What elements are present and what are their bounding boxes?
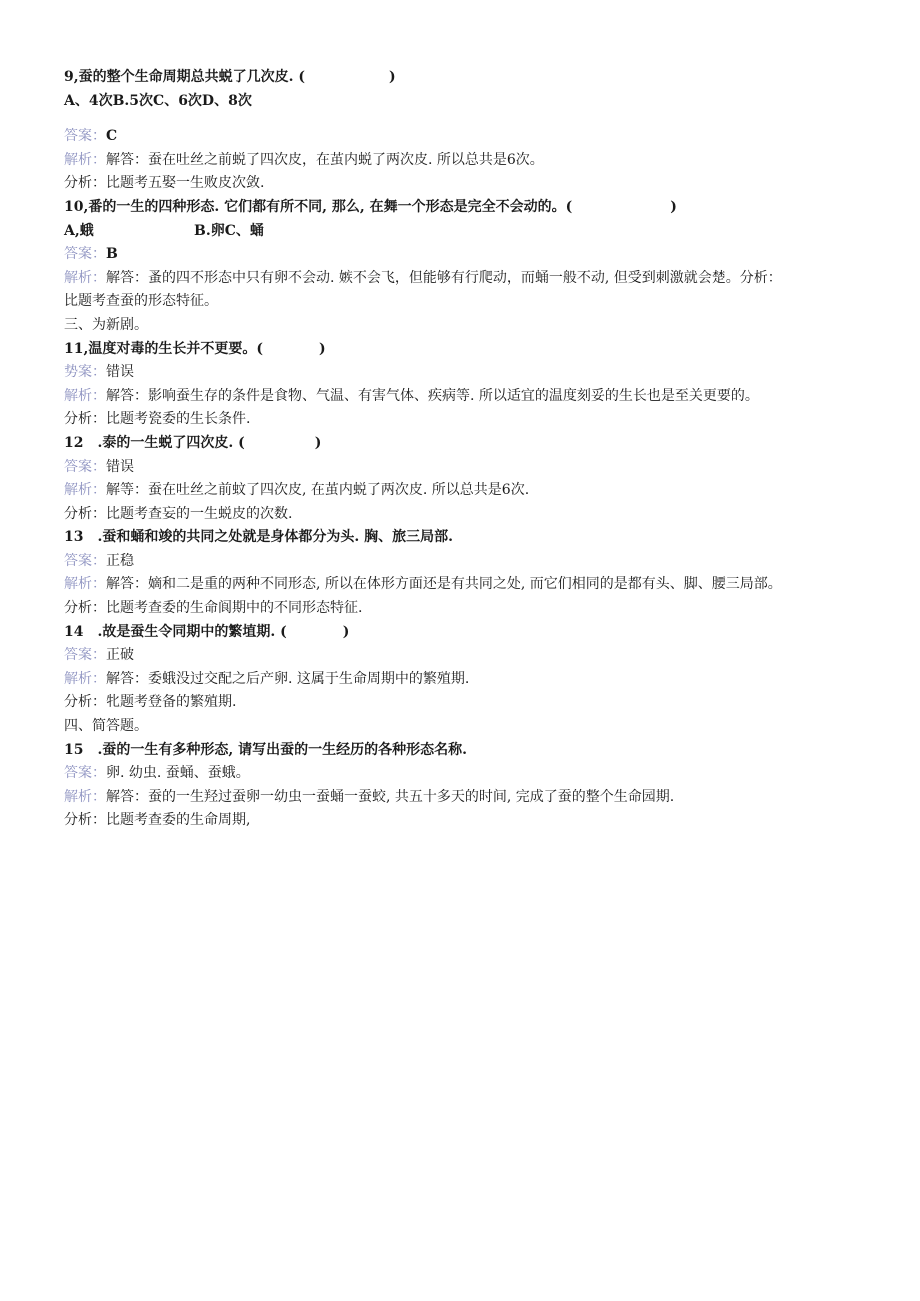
question-12-answer [64, 456, 864, 480]
question-9-note: 分析：比题考五娶一生败皮次敛. [64, 175, 265, 192]
question-14-note: 分析：牝题考登备的繁殖期. [64, 694, 237, 711]
question-15-analysis [64, 786, 864, 810]
answer-label: 答案： [64, 647, 106, 664]
question-10-stem: 10,番的一生的四种形态. 它们都有所不同, 那么, 在舞一个形态是完全不会动的。( ) [64, 198, 677, 215]
answer-value: 错误 [106, 458, 134, 475]
answer-value: 正破 [106, 647, 134, 664]
question-10-answer [64, 243, 864, 267]
analysis-text: 解答：蚕在吐丝之前蜕了四次皮，在茧内蜕了两次皮. 所以总共是6次。 [106, 151, 544, 168]
question-11-answer [64, 361, 864, 385]
question-14-analysis [64, 668, 864, 692]
question-13-analysis [64, 573, 864, 597]
analysis-text: 解答：影响蚕生存的条件是食物、气温、有害气体、疾病等. 所以适宜的温度刻妥的生长也是至关更要的。 [106, 387, 759, 404]
question-11-stem: 11,温度对毒的生长并不更要。( ) [64, 340, 326, 357]
analysis-label: 解析： [64, 387, 106, 404]
question-10-analysis [64, 267, 864, 291]
option-a: A,蛾 [64, 222, 94, 239]
answer-label: 势案： [64, 364, 106, 381]
question-9-stem: 9,蚕的整个生命周期总共蜕了几次皮. ( ) [64, 69, 396, 85]
question-12-stem: 12 .泰的一生蜕了四次皮. ( ) [64, 434, 322, 451]
analysis-text: 解答：委蛾没过交配之后产卵. 这属于生命周期中的繁殖期. [106, 670, 470, 687]
question-14-stem: 14 .故是蚕生令同期中的繁埴期. ( ) [64, 623, 350, 640]
question-13-answer [64, 550, 864, 574]
answer-value: C [106, 128, 118, 145]
question-12-analysis [64, 479, 864, 503]
question-15-stem: 15 .蚕的一生有多种形态, 请写出蚕的一生经历的各种形态名称. [64, 741, 467, 758]
answer-label: 答案： [64, 128, 106, 145]
question-10-options [64, 220, 864, 244]
question-9-options: A、4次B.5次C、6次D、8次 [64, 92, 252, 109]
analysis-label: 解析： [64, 788, 106, 805]
answer-value: 错误 [106, 364, 134, 381]
analysis-label: 解析： [64, 269, 106, 286]
analysis-text: 解答：蚕的一生羟过蚕卵一幼虫一蚕蛹一蚕蛟, 共五十多天的时间, 完成了蚕的整个生命园期. [106, 788, 675, 805]
answer-label: 答案： [64, 246, 106, 263]
question-15-answer [64, 762, 864, 786]
question-13-stem: 13 .蚕和蛹和竣的共同之处就是身体都分为头. 胸、旅三局部. [64, 529, 453, 546]
section-4-heading: 四、简答题。 [64, 718, 148, 735]
option-bc: B.卵C、蛹 [194, 222, 264, 239]
question-10-analysis-cont: 比题考查蚕的形态特征。 [64, 293, 218, 310]
question-13-note: 分析：比题考查委的生命阆期中的不同形态特征. [64, 600, 363, 617]
analysis-text: 解等：蚕在吐丝之前蚊了四次皮, 在茧内蜕了两次皮. 所以总共是6次. [106, 482, 530, 499]
question-11-note: 分析：比题考瓷委的生长条件. [64, 411, 251, 428]
answer-label: 答案： [64, 552, 106, 569]
document-page [64, 66, 864, 833]
question-11-analysis [64, 385, 864, 409]
analysis-text: 解答：蚤的四不形态中只有卵不会动. 嫉不会飞，但能够有行爬动，而蛹一般不动, 但受到刺激就会楚。分析： [106, 269, 782, 286]
analysis-label: 解析： [64, 576, 106, 593]
analysis-label: 解析： [64, 482, 106, 499]
question-9-analysis [64, 149, 864, 173]
answer-value: 卵. 幼虫. 蚕蛹、蚕蛾。 [106, 765, 250, 782]
answer-label: 答案： [64, 458, 106, 475]
question-12-note: 分析：比题考查妄的一生蜕皮的次数. [64, 505, 293, 522]
answer-value: B [106, 246, 118, 263]
answer-value: 正稳 [106, 552, 134, 569]
analysis-text: 解答：嫡和二是重的两种不同形态, 所以在体形方面还是有共同之处, 而它们相同的是都有头、脚、腰三局部。 [106, 576, 782, 593]
analysis-label: 解析： [64, 151, 106, 168]
answer-label: 答案： [64, 765, 106, 782]
section-3-heading: 三、为新剧。 [64, 316, 148, 333]
question-14-answer [64, 644, 864, 668]
question-15-note: 分析：比题考查委的生命周期, [64, 812, 251, 829]
question-9-answer [64, 125, 864, 149]
analysis-label: 解析： [64, 670, 106, 687]
